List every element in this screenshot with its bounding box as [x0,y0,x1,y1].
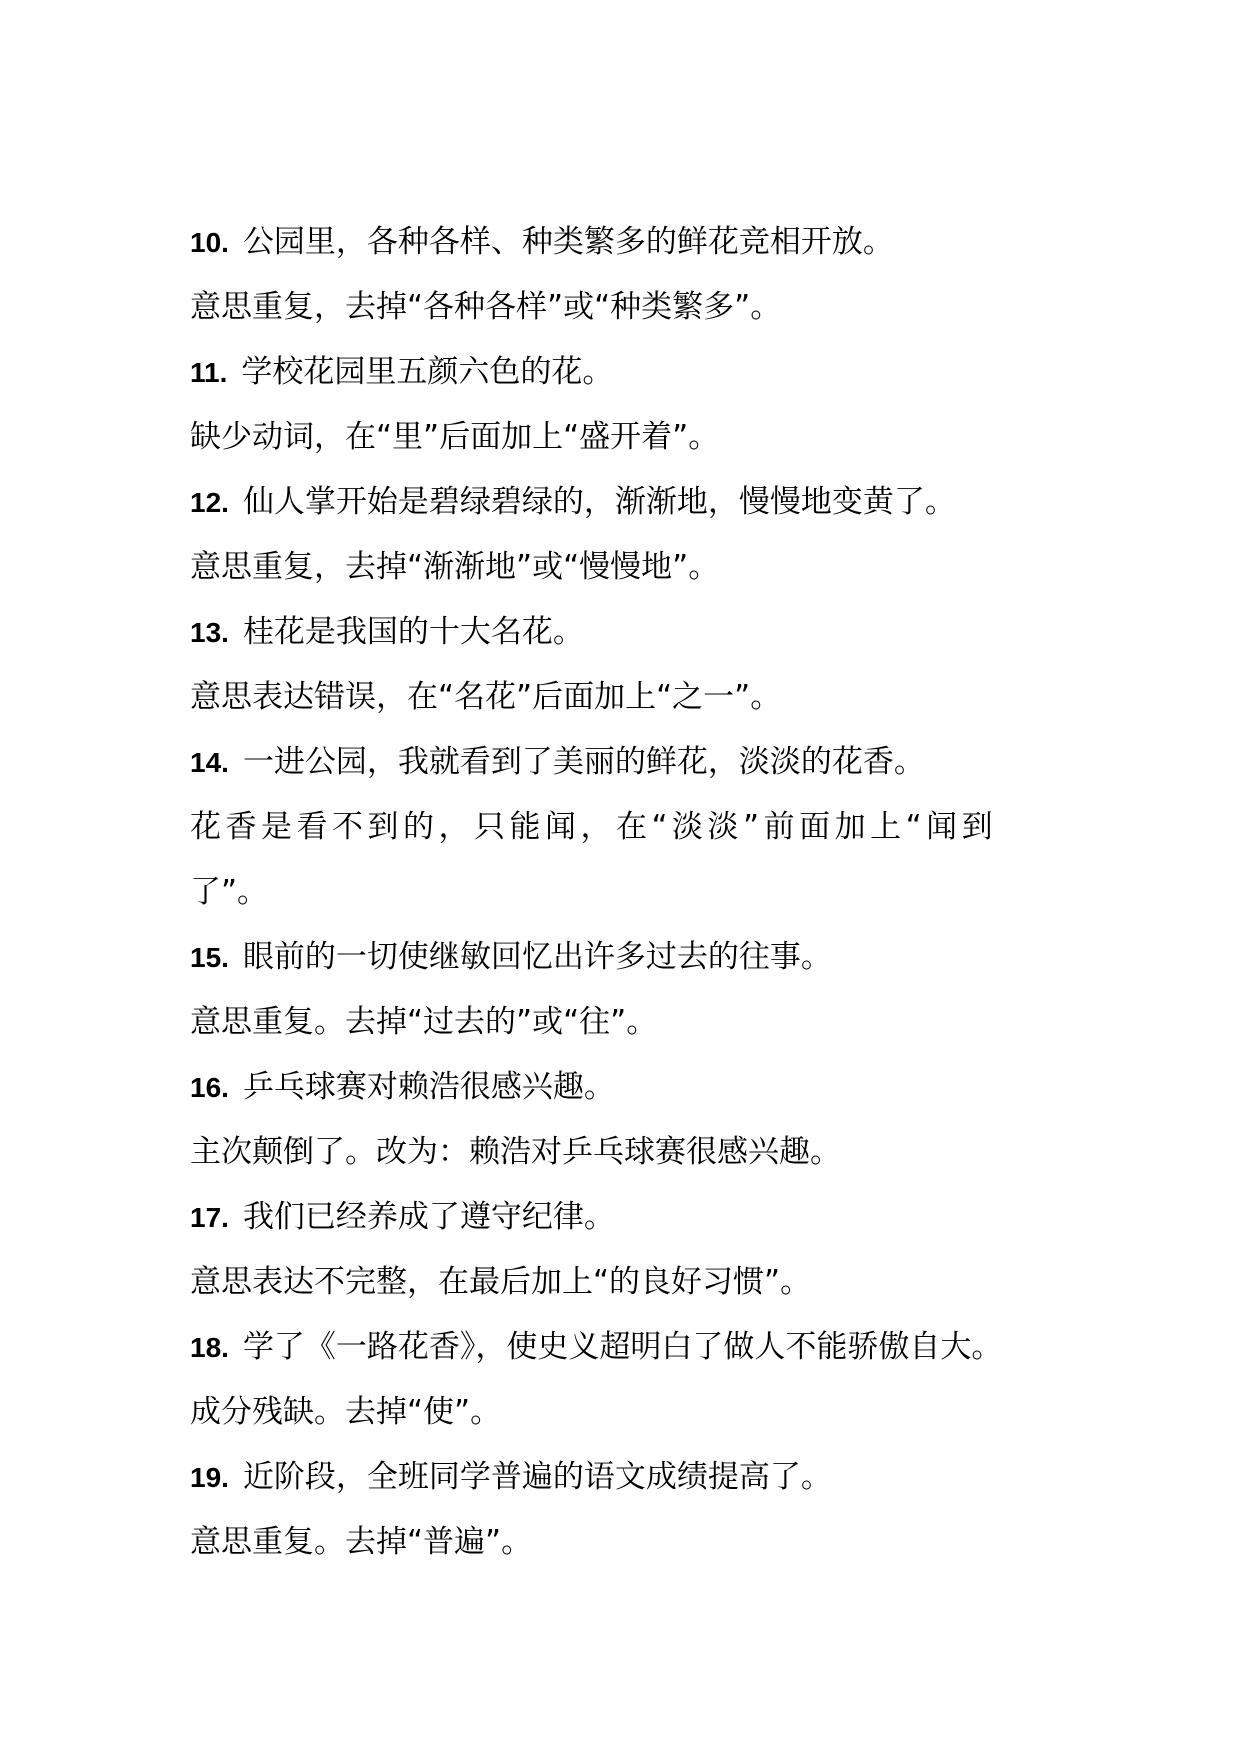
item-number: 12. [190,487,229,518]
sentence-text: 学校花园里五颜六色的花。 [241,354,614,390]
sentence-text: 桂花是我国的十大名花。 [242,614,584,650]
correction-text-continued: 了”。 [190,874,269,910]
sentence-item [190,1457,1090,1497]
correction-text: 意思重复，去掉“各种各样”或“种类繁多”。 [190,289,782,325]
correction-text: 成分残缺。去掉“使”。 [190,1394,502,1430]
correction-text: 意思重复。去掉“普遍”。 [190,1524,533,1560]
correction-text: 缺少动词，在“里”后面加上“盛开着”。 [190,419,720,455]
correction-text: 意思重复。去掉“过去的”或“往”。 [190,1004,658,1040]
sentence-text: 学了《一路花香》，使史义超明白了做人不能骄傲自大。 [242,1329,1003,1365]
correction-text: 主次颠倒了。改为：赖浩对乒乓球赛很感兴趣。 [190,1134,841,1170]
sentence-item [190,937,1090,977]
sentence-item [190,612,1090,652]
document-page [190,222,1090,1587]
sentence-item [190,482,1090,522]
sentence-text: 近阶段，全班同学普遍的语文成绩提高了。 [242,1459,832,1495]
item-number: 10. [190,227,229,258]
item-number: 19. [190,1462,229,1493]
sentence-item [190,742,1090,782]
sentence-text: 乒乓球赛对赖浩很感兴趣。 [242,1069,615,1105]
item-number: 14. [190,747,229,778]
sentence-item [190,1327,1090,1367]
correction-text: 意思表达错误，在“名花”后面加上“之一”。 [190,679,782,715]
item-number: 18. [190,1332,229,1363]
sentence-text: 一进公园，我就看到了美丽的鲜花，淡淡的花香。 [242,744,925,780]
correction-text: 意思重复，去掉“渐渐地”或“慢慢地”。 [190,549,720,585]
sentence-text: 眼前的一切使继敏回忆出许多过去的往事。 [242,939,832,975]
sentence-text: 我们已经养成了遵守纪律。 [242,1199,615,1235]
item-number: 17. [190,1202,229,1233]
sentence-text: 仙人掌开始是碧绿碧绿的，渐渐地，慢慢地变黄了。 [242,484,956,520]
sentence-item [190,352,1090,392]
correction-text: 花香是看不到的，只能闻，在“淡淡”前面加上“闻到 [190,809,998,845]
item-number: 13. [190,617,229,648]
sentence-item [190,1067,1090,1107]
sentence-text: 公园里，各种各样、种类繁多的鲜花竞相开放。 [242,224,894,260]
correction-text: 意思表达不完整，在最后加上“的良好习惯”。 [190,1264,812,1300]
sentence-item [190,1197,1090,1237]
item-number: 16. [190,1072,229,1103]
item-number: 15. [190,942,229,973]
sentence-item [190,222,1090,262]
item-number: 11. [190,357,228,388]
